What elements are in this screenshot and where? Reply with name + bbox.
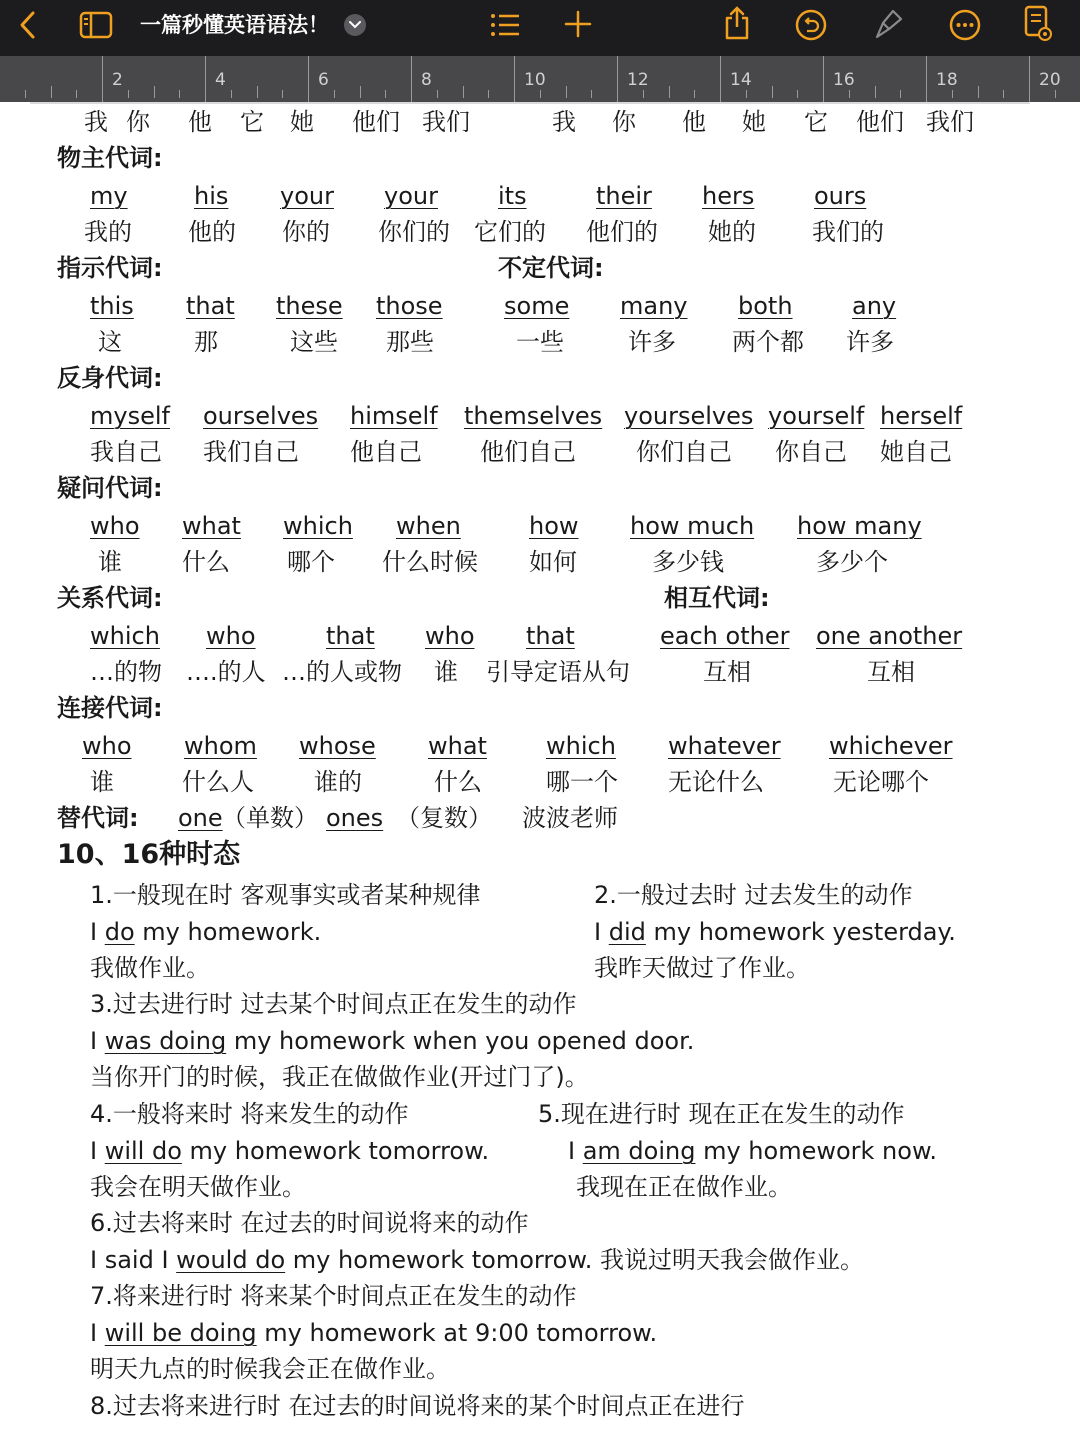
pronoun-en: one another: [816, 622, 963, 650]
pronoun-cn: 他们: [856, 108, 904, 136]
tense-title: 5.现在进行时 现在正在发生的动作: [538, 1100, 905, 1128]
ruler-minor-tick: [1003, 90, 1004, 98]
pronoun-cn: 他们: [352, 108, 400, 136]
share-icon[interactable]: [720, 4, 754, 42]
tense-example: [90, 1317, 657, 1349]
pronoun-en: his: [194, 182, 229, 210]
pronoun-cn: 哪个: [287, 548, 335, 576]
section-title: 10、16种时态: [57, 839, 241, 870]
document-body[interactable]: [0, 104, 1080, 1440]
pronoun-en: whatever: [668, 732, 781, 760]
ruler-minor-tick: [591, 90, 592, 98]
pronoun-en: your: [280, 182, 334, 210]
pronoun-cn: 无论哪个: [833, 768, 929, 796]
pronoun-cn: 他们自己: [480, 438, 576, 466]
pronoun-en: when: [396, 512, 461, 540]
pronoun-cn: 什么: [434, 768, 482, 796]
pronoun-cn: 两个都: [732, 328, 804, 356]
tense-translation: 我做作业。: [90, 954, 210, 982]
ruler-minor-tick: [566, 86, 567, 98]
pronoun-cn: 你们自己: [636, 438, 732, 466]
verb-phrase: did: [608, 918, 646, 946]
ruler-tick: [617, 56, 618, 102]
pronoun-en: what: [428, 732, 487, 760]
pronoun-en: yourselves: [624, 402, 754, 430]
pronoun-cn: 她的: [708, 218, 756, 246]
example-text: my homework at 9:00 tomorrow.: [256, 1319, 658, 1347]
pronoun-en: any: [852, 292, 897, 320]
pronoun-en: whom: [184, 732, 257, 760]
note-text: （复数）: [396, 804, 492, 832]
ruler-tick: [411, 56, 412, 102]
pronoun-cn: 什么人: [182, 768, 254, 796]
pronoun-en: who: [206, 622, 256, 650]
pronoun-en: who: [90, 512, 140, 540]
pronoun-cn: 我们: [926, 108, 974, 136]
document-settings-icon[interactable]: [1022, 4, 1054, 42]
plus-icon[interactable]: [562, 8, 594, 40]
pronoun-cn: ….的人: [186, 658, 266, 686]
pronoun-en: their: [596, 182, 652, 210]
example-text: my homework tomorrow. 我说过明天我会做作业。: [285, 1246, 865, 1274]
tense-title: 4.一般将来时 将来发生的动作: [90, 1100, 409, 1128]
brush-icon[interactable]: [872, 6, 906, 42]
tense-translation: 明天九点的时候我会正在做作业。: [90, 1355, 450, 1383]
document-title[interactable]: 一篇秒懂英语语法！: [140, 13, 329, 37]
pronoun-en: themselves: [464, 402, 603, 430]
pronoun-cn: 他的: [188, 218, 236, 246]
ruler-tick: [205, 56, 206, 102]
pronoun-en: each other: [660, 622, 790, 650]
ruler-minor-tick: [488, 90, 489, 98]
tense-example: [594, 916, 956, 948]
ruler-number: 18: [936, 70, 958, 90]
pronoun-en: that: [526, 622, 575, 650]
ruler-tick: [926, 56, 927, 102]
ruler-number: 4: [215, 70, 226, 90]
ruler-number: 14: [730, 70, 752, 90]
pronoun-cn: 一些: [516, 328, 564, 356]
pronoun-en: yourself: [768, 402, 865, 430]
pronoun-cn: 你们的: [378, 218, 450, 246]
pronoun-cn: 什么时候: [382, 548, 478, 576]
ruler-minor-tick: [385, 90, 386, 98]
pronoun-cn: 他: [188, 108, 212, 136]
ruler-number: 10: [524, 70, 546, 90]
note-text: （单数）: [222, 804, 318, 832]
section-heading: 不定代词:: [498, 254, 604, 282]
ruler-minor-tick: [154, 86, 155, 98]
pronoun-cn: 我: [84, 108, 108, 136]
pronoun-en: one: [178, 804, 223, 832]
ruler-minor-tick: [978, 86, 979, 98]
pronoun-en: many: [620, 292, 688, 320]
pronoun-en: how many: [797, 512, 922, 540]
pronoun-cn: 我的: [84, 218, 132, 246]
pronoun-cn: 我们自己: [203, 438, 299, 466]
pronoun-en: myself: [90, 402, 170, 430]
pronoun-cn: 它: [804, 108, 828, 136]
section-heading: 连接代词:: [57, 694, 163, 722]
pronoun-cn: 多少钱: [652, 548, 724, 576]
sidebar-icon[interactable]: [78, 10, 114, 40]
verb-phrase: will do: [104, 1137, 182, 1165]
ruler-tick: [1029, 56, 1030, 102]
example-text: my homework when you opened door.: [226, 1027, 695, 1055]
ruler-number: 2: [112, 70, 123, 90]
pronoun-en: your: [384, 182, 438, 210]
tense-title: 6.过去将来时 在过去的时间说将来的动作: [90, 1209, 529, 1237]
pronoun-cn: 我自己: [90, 438, 162, 466]
pronoun-cn: 如何: [529, 548, 577, 576]
pronoun-en: this: [90, 292, 134, 320]
pronoun-en: whichever: [829, 732, 953, 760]
tense-example: [90, 916, 321, 948]
ruler-number: 8: [421, 70, 432, 90]
pronoun-en: which: [546, 732, 616, 760]
ruler-minor-tick: [746, 90, 747, 98]
pronoun-cn: 它: [240, 108, 264, 136]
ruler-minor-tick: [51, 86, 52, 98]
ruler-minor-tick: [128, 90, 129, 98]
verb-phrase: am doing: [582, 1137, 696, 1165]
pronoun-cn: 什么: [182, 548, 230, 576]
section-heading: 物主代词:: [57, 144, 163, 172]
ruler[interactable]: [0, 56, 1080, 102]
example-text: I: [568, 1137, 583, 1165]
ruler-number: 12: [627, 70, 649, 90]
pronoun-cn: 你自己: [775, 438, 847, 466]
section-heading: 疑问代词:: [57, 474, 163, 502]
ruler-minor-tick: [643, 90, 644, 98]
ruler-minor-tick: [797, 90, 798, 98]
pronoun-cn: 你: [612, 108, 636, 136]
pronoun-cn: 那: [194, 328, 218, 356]
pronoun-en: ones: [326, 804, 384, 832]
pronoun-en: himself: [350, 402, 438, 430]
tense-title: 8.过去将来进行时 在过去的时间说将来的某个时间点正在进行: [90, 1392, 745, 1420]
pronoun-en: some: [504, 292, 570, 320]
undo-icon[interactable]: [794, 8, 828, 42]
pronoun-cn: 她自己: [880, 438, 952, 466]
tense-title: 3.过去进行时 过去某个时间点正在发生的动作: [90, 990, 577, 1018]
pronoun-en: ours: [814, 182, 867, 210]
pronoun-cn: …的物: [90, 658, 162, 686]
pronoun-cn: 谁: [98, 548, 122, 576]
tense-translation: 我会在明天做作业。: [90, 1173, 306, 1201]
pronoun-cn: 互相: [703, 658, 751, 686]
tense-title: 2.一般过去时 过去发生的动作: [594, 881, 913, 909]
ruler-minor-tick: [952, 90, 953, 98]
example-text: I: [594, 918, 609, 946]
pronoun-en: these: [276, 292, 343, 320]
section-heading: 指示代词:: [57, 254, 163, 282]
tense-title: 1.一般现在时 客观事实或者某种规律: [90, 881, 481, 909]
pronoun-en: who: [425, 622, 475, 650]
pronoun-cn: 她: [290, 108, 314, 136]
tense-example: [90, 1025, 694, 1057]
ruler-tick: [308, 56, 309, 102]
ruler-minor-tick: [257, 86, 258, 98]
ruler-minor-tick: [334, 90, 335, 98]
pronoun-en: that: [326, 622, 375, 650]
toolbar: [0, 0, 1080, 56]
ruler-minor-tick: [76, 90, 77, 98]
pronoun-cn: 这些: [290, 328, 338, 356]
pronoun-cn: 我们的: [812, 218, 884, 246]
pronoun-cn: 引导定语从句: [486, 658, 630, 686]
ruler-minor-tick: [540, 90, 541, 98]
tense-title: 7.将来进行时 将来某个时间点正在发生的动作: [90, 1282, 577, 1310]
pronoun-cn: 许多: [628, 328, 676, 356]
verb-phrase: would do: [176, 1246, 286, 1274]
ruler-minor-tick: [437, 90, 438, 98]
tense-example: [90, 1244, 864, 1276]
pronoun-cn: 你: [126, 108, 150, 136]
pronoun-en: what: [182, 512, 241, 540]
section-heading: 替代词:: [57, 804, 139, 832]
tense-example: [90, 1135, 489, 1167]
pronoun-cn: 它们的: [474, 218, 546, 246]
pronoun-en: both: [738, 292, 793, 320]
pronoun-en: my: [90, 182, 128, 210]
example-text: I: [90, 1319, 105, 1347]
pronoun-en: how much: [630, 512, 755, 540]
pronoun-en: how: [529, 512, 579, 540]
pronoun-cn: 无论什么: [668, 768, 764, 796]
ruler-minor-tick: [25, 90, 26, 98]
pronoun-en: that: [186, 292, 235, 320]
ruler-minor-tick: [849, 90, 850, 98]
ruler-minor-tick: [669, 86, 670, 98]
pronoun-cn: 你的: [282, 218, 330, 246]
ruler-minor-tick: [179, 90, 180, 98]
ruler-minor-tick: [900, 90, 901, 98]
example-text: my homework now.: [695, 1137, 938, 1165]
pronoun-cn: 她: [742, 108, 766, 136]
pronoun-en: which: [283, 512, 353, 540]
ruler-tick: [823, 56, 824, 102]
pronoun-cn: 多少个: [816, 548, 888, 576]
pronoun-en: ourselves: [203, 402, 319, 430]
ruler-number: 20: [1039, 70, 1061, 90]
ruler-minor-tick: [694, 90, 695, 98]
chevron-down-icon[interactable]: [344, 14, 366, 36]
pronoun-en: hers: [702, 182, 755, 210]
ruler-tick: [102, 56, 103, 102]
pronoun-cn: 谁: [90, 768, 114, 796]
example-text: my homework.: [134, 918, 322, 946]
verb-phrase: was doing: [104, 1027, 227, 1055]
pronoun-cn: 他: [682, 108, 706, 136]
list-icon[interactable]: [488, 10, 522, 40]
ruler-minor-tick: [1055, 90, 1056, 98]
pronoun-en: its: [498, 182, 527, 210]
ruler-minor-tick: [463, 86, 464, 98]
pronoun-en: which: [90, 622, 160, 650]
pronoun-cn: 他们的: [586, 218, 658, 246]
example-text: I: [90, 918, 105, 946]
example-text: I said I: [90, 1246, 177, 1274]
pronoun-cn: 这: [98, 328, 122, 356]
tense-example: [568, 1135, 937, 1167]
pronoun-en: who: [82, 732, 132, 760]
ruler-number: 6: [318, 70, 329, 90]
pronoun-en: whose: [299, 732, 376, 760]
pronoun-cn: 哪一个: [546, 768, 618, 796]
ruler-number: 16: [833, 70, 855, 90]
back-chevron-icon[interactable]: [12, 8, 42, 42]
pronoun-cn: 谁的: [314, 768, 362, 796]
tense-translation: 我昨天做过了作业。: [594, 954, 810, 982]
ruler-minor-tick: [282, 90, 283, 98]
verb-phrase: do: [104, 918, 135, 946]
tense-translation: 我现在正在做作业。: [576, 1173, 792, 1201]
section-heading: 相互代词:: [664, 584, 770, 612]
section-heading: 关系代词:: [57, 584, 163, 612]
example-text: my homework tomorrow.: [181, 1137, 490, 1165]
pronoun-cn: 那些: [386, 328, 434, 356]
ruler-tick: [514, 56, 515, 102]
ruler-minor-tick: [360, 86, 361, 98]
ruler-minor-tick: [875, 86, 876, 98]
pronoun-cn: 他自己: [350, 438, 422, 466]
example-text: I: [90, 1137, 105, 1165]
pronoun-cn: 我们: [422, 108, 470, 136]
pronoun-cn: 许多: [846, 328, 894, 356]
example-text: I: [90, 1027, 105, 1055]
tense-translation: 当你开门的时候，我正在做做作业(开过门了)。: [90, 1063, 589, 1091]
more-icon[interactable]: [948, 8, 982, 42]
pronoun-en: herself: [880, 402, 963, 430]
section-heading: 反身代词:: [57, 364, 163, 392]
ruler-minor-tick: [772, 86, 773, 98]
pronoun-cn: 互相: [867, 658, 915, 686]
pronoun-cn: …的人或物: [282, 658, 402, 686]
pronoun-en: those: [376, 292, 443, 320]
ruler-tick: [720, 56, 721, 102]
example-text: my homework yesterday.: [645, 918, 956, 946]
author-text: 波波老师: [522, 804, 618, 832]
verb-phrase: will be doing: [104, 1319, 257, 1347]
pronoun-cn: 我: [552, 108, 576, 136]
pronoun-cn: 谁: [434, 658, 458, 686]
ruler-minor-tick: [231, 90, 232, 98]
